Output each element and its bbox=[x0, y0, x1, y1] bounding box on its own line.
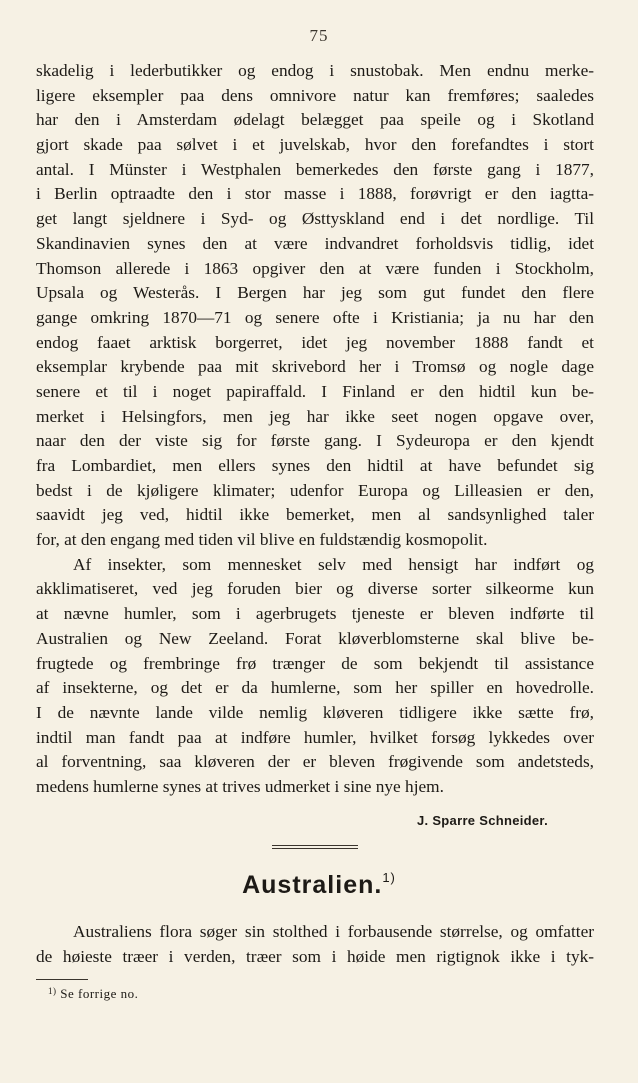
text-line: at nævne humler, som i agerbrugets tjeneste er bleven indførte til bbox=[36, 604, 594, 624]
section-divider bbox=[272, 845, 358, 849]
text-line: Thomson allerede i 1863 opgiver den at være funden i Stockholm, bbox=[36, 258, 594, 278]
text-line: i Berlin optraadte den i stor masse i 1888, forøvrigt er den iagtta- bbox=[36, 184, 594, 204]
section-title-note-mark: 1) bbox=[382, 870, 396, 885]
text-line: get langt sjeldnere i Syd- og Østtyskland end i det nordlige. Til bbox=[36, 209, 594, 229]
text-line: Australien og New Zeeland. Forat kløverblomsterne skal blive be- bbox=[36, 628, 594, 648]
text-line: Upsala og Westerås. I Bergen har jeg som gut fundet den flere bbox=[36, 283, 594, 303]
page-number: 75 bbox=[309, 26, 329, 45]
text-line: skadelig i lederbutikker og endog i snustobak. Men endnu merke- bbox=[36, 61, 594, 80]
footnote-text: Se forrige no. bbox=[60, 986, 139, 1001]
text-line: merket i Helsingfors, men jeg har ikke seet nogen opgave over, bbox=[36, 406, 594, 426]
text-line: I de nævnte lande vilde nemlig kløveren tidligere ikke sætte frø, bbox=[36, 702, 594, 722]
body-text bbox=[36, 59, 594, 836]
text-line: for, at den engang med tiden vil blive en fuldstændig kosmopolit. bbox=[36, 530, 488, 550]
text-line: Australiens flora søger sin stolthed i forbausende størrelse, og omfatter bbox=[73, 922, 594, 941]
section-title: Australien. bbox=[242, 871, 383, 899]
text-line: naar den der viste sig for første gang. I Sydeuropa er den kjendt bbox=[36, 431, 594, 451]
text-line: eksemplar krybende paa mit skrivebord her i Tromsø og nogle dage bbox=[36, 357, 594, 377]
text-line: har den i Amsterdam ødelagt belægget paa speile og i Skotland bbox=[36, 110, 594, 130]
text-line: frugtede og frembringe frø trænger de som bekjendt til assistance bbox=[36, 653, 594, 673]
text-line: saavidt jeg ved, hidtil ikke bemerket, men al sandsynlighed taler bbox=[36, 505, 594, 525]
text-line: akklimatiseret, ved jeg foruden bier og diverse sorter silkeormе kun bbox=[36, 579, 594, 599]
text-line: gange omkring 1870—71 og senere ofte i Kristiania; ja nu har den bbox=[36, 307, 594, 327]
text-line: indtil man fandt paa at indføre humler, hvilket forsøg lykkedes over bbox=[36, 727, 594, 747]
text-line: Skandinavien synes den at være indvandret forholdsvis tidlig, idet bbox=[36, 233, 594, 253]
text-line: af insekterne, og det er da humlerne, som her spiller en hovedrolle. bbox=[36, 678, 594, 698]
footnote-mark: 1) bbox=[48, 986, 57, 996]
footnote-divider bbox=[36, 979, 88, 980]
text-line: senere et til i noget papiraffald. I Finland er den hidtil kun be- bbox=[36, 381, 594, 401]
footnote bbox=[48, 986, 138, 1002]
signature: J. Sparre Schneider. bbox=[416, 812, 548, 828]
section-text bbox=[36, 920, 594, 969]
text-line: ligere eksempler paa dens omnivore natur kan fremføres; saaledes bbox=[36, 85, 594, 105]
text-line: fra Lombardiet, men ellers synes den hidtil at have befundet sig bbox=[36, 456, 594, 475]
text-line: bedst i de kjøligere klimater; udenfor Europa og Lilleasien er den, bbox=[36, 480, 594, 500]
text-line: Af insekter, som mennesket selv med hensigt har indført og bbox=[73, 554, 594, 574]
section-heading bbox=[0, 870, 638, 900]
text-line: gjort skade paa sølvet i et juvelskab, hvor den forefandtes i stort bbox=[36, 135, 594, 155]
text-line: antal. I Münster i Westphalen bemerkedes den første gang i 1877, bbox=[36, 159, 594, 179]
text-line: de høieste træer i verden, træer som i høide men rigtignok ikke i tyk- bbox=[36, 946, 594, 966]
text-line: al forventning, saa kløveren der er bleven frøgivende som andetsteds, bbox=[36, 752, 594, 772]
text-line: endog faaet arktisk borgerret, idet jeg november 1888 fandt et bbox=[36, 332, 594, 352]
text-line: medens humlerne synes at trives udmerket i sine nye hjem. bbox=[36, 776, 444, 796]
